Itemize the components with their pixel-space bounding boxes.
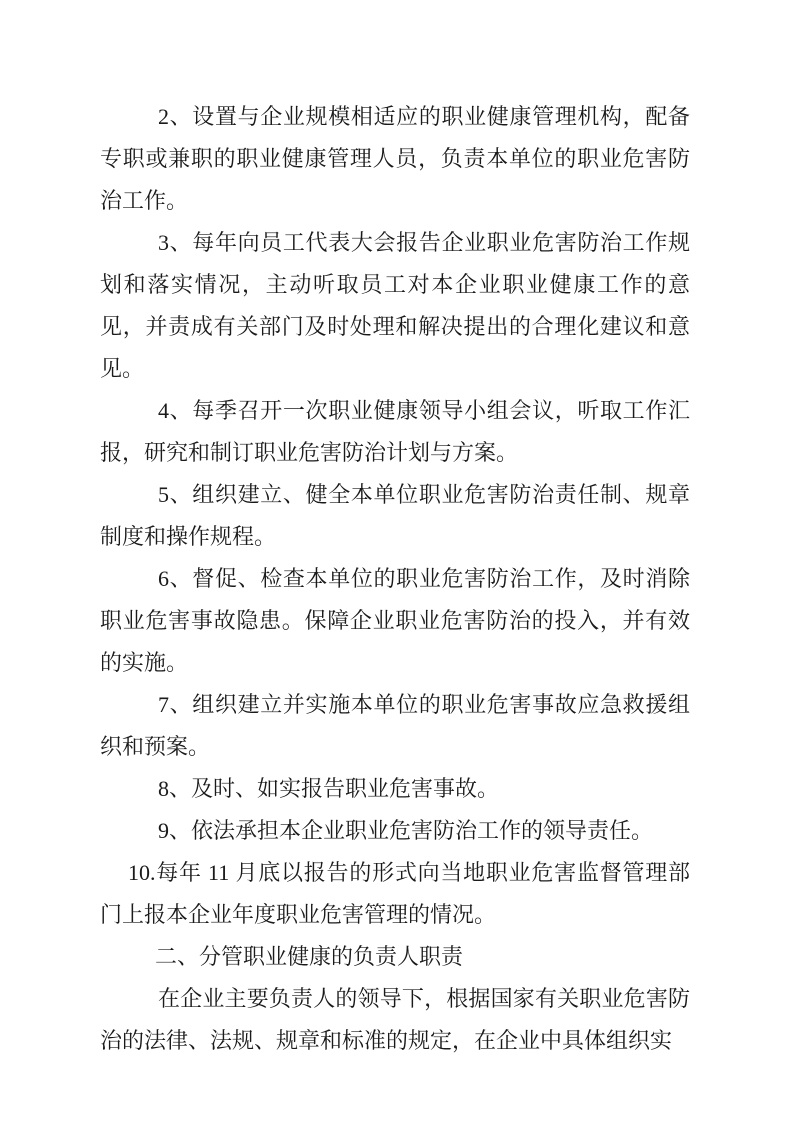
paragraph-item-5: 5、组织建立、健全本单位职业危害防治责任制、规章制度和操作规程。 xyxy=(100,482,690,549)
paragraph-section-2-intro: 在企业主要负责人的领导下，根据国家有关职业危害防治的法律、法规、规章和标准的规定，在企业中具体组织实 xyxy=(100,986,690,1053)
paragraph-item-10: 10.每年 11 月底以报告的形式向当地职业危害监督管理部门上报本企业年度职业危害管理的情况。 xyxy=(100,860,690,927)
paragraph-item-2: 2、设置与企业规模相适应的职业健康管理机构，配备专职或兼职的职业健康管理人员，负责本单位的职业危害防治工作。 xyxy=(100,104,690,213)
document-content xyxy=(100,96,690,1062)
paragraph-item-6: 6、督促、检查本单位的职业危害防治工作，及时消除职业危害事故隐患。保障企业职业危害防治的投入，并有效的实施。 xyxy=(100,566,690,675)
paragraph-item-9: 9、依法承担本企业职业危害防治工作的领导责任。 xyxy=(158,818,654,843)
paragraph-item-3: 3、每年向员工代表大会报告企业职业危害防治工作规划和落实情况，主动听取员工对本企业职业健康工作的意见，并责成有关部门及时处理和解决提出的合理化建议和意见。 xyxy=(100,230,690,381)
paragraph-item-7: 7、组织建立并实施本单位的职业危害事故应急救援组织和预案。 xyxy=(100,692,690,759)
paragraph-item-8: 8、及时、如实报告职业危害事故。 xyxy=(158,776,500,801)
section-heading-2: 二、分管职业健康的负责人职责 xyxy=(155,944,464,969)
paragraph-item-4: 4、每季召开一次职业健康领导小组会议，听取工作汇报，研究和制订职业危害防治计划与方案。 xyxy=(100,398,690,465)
